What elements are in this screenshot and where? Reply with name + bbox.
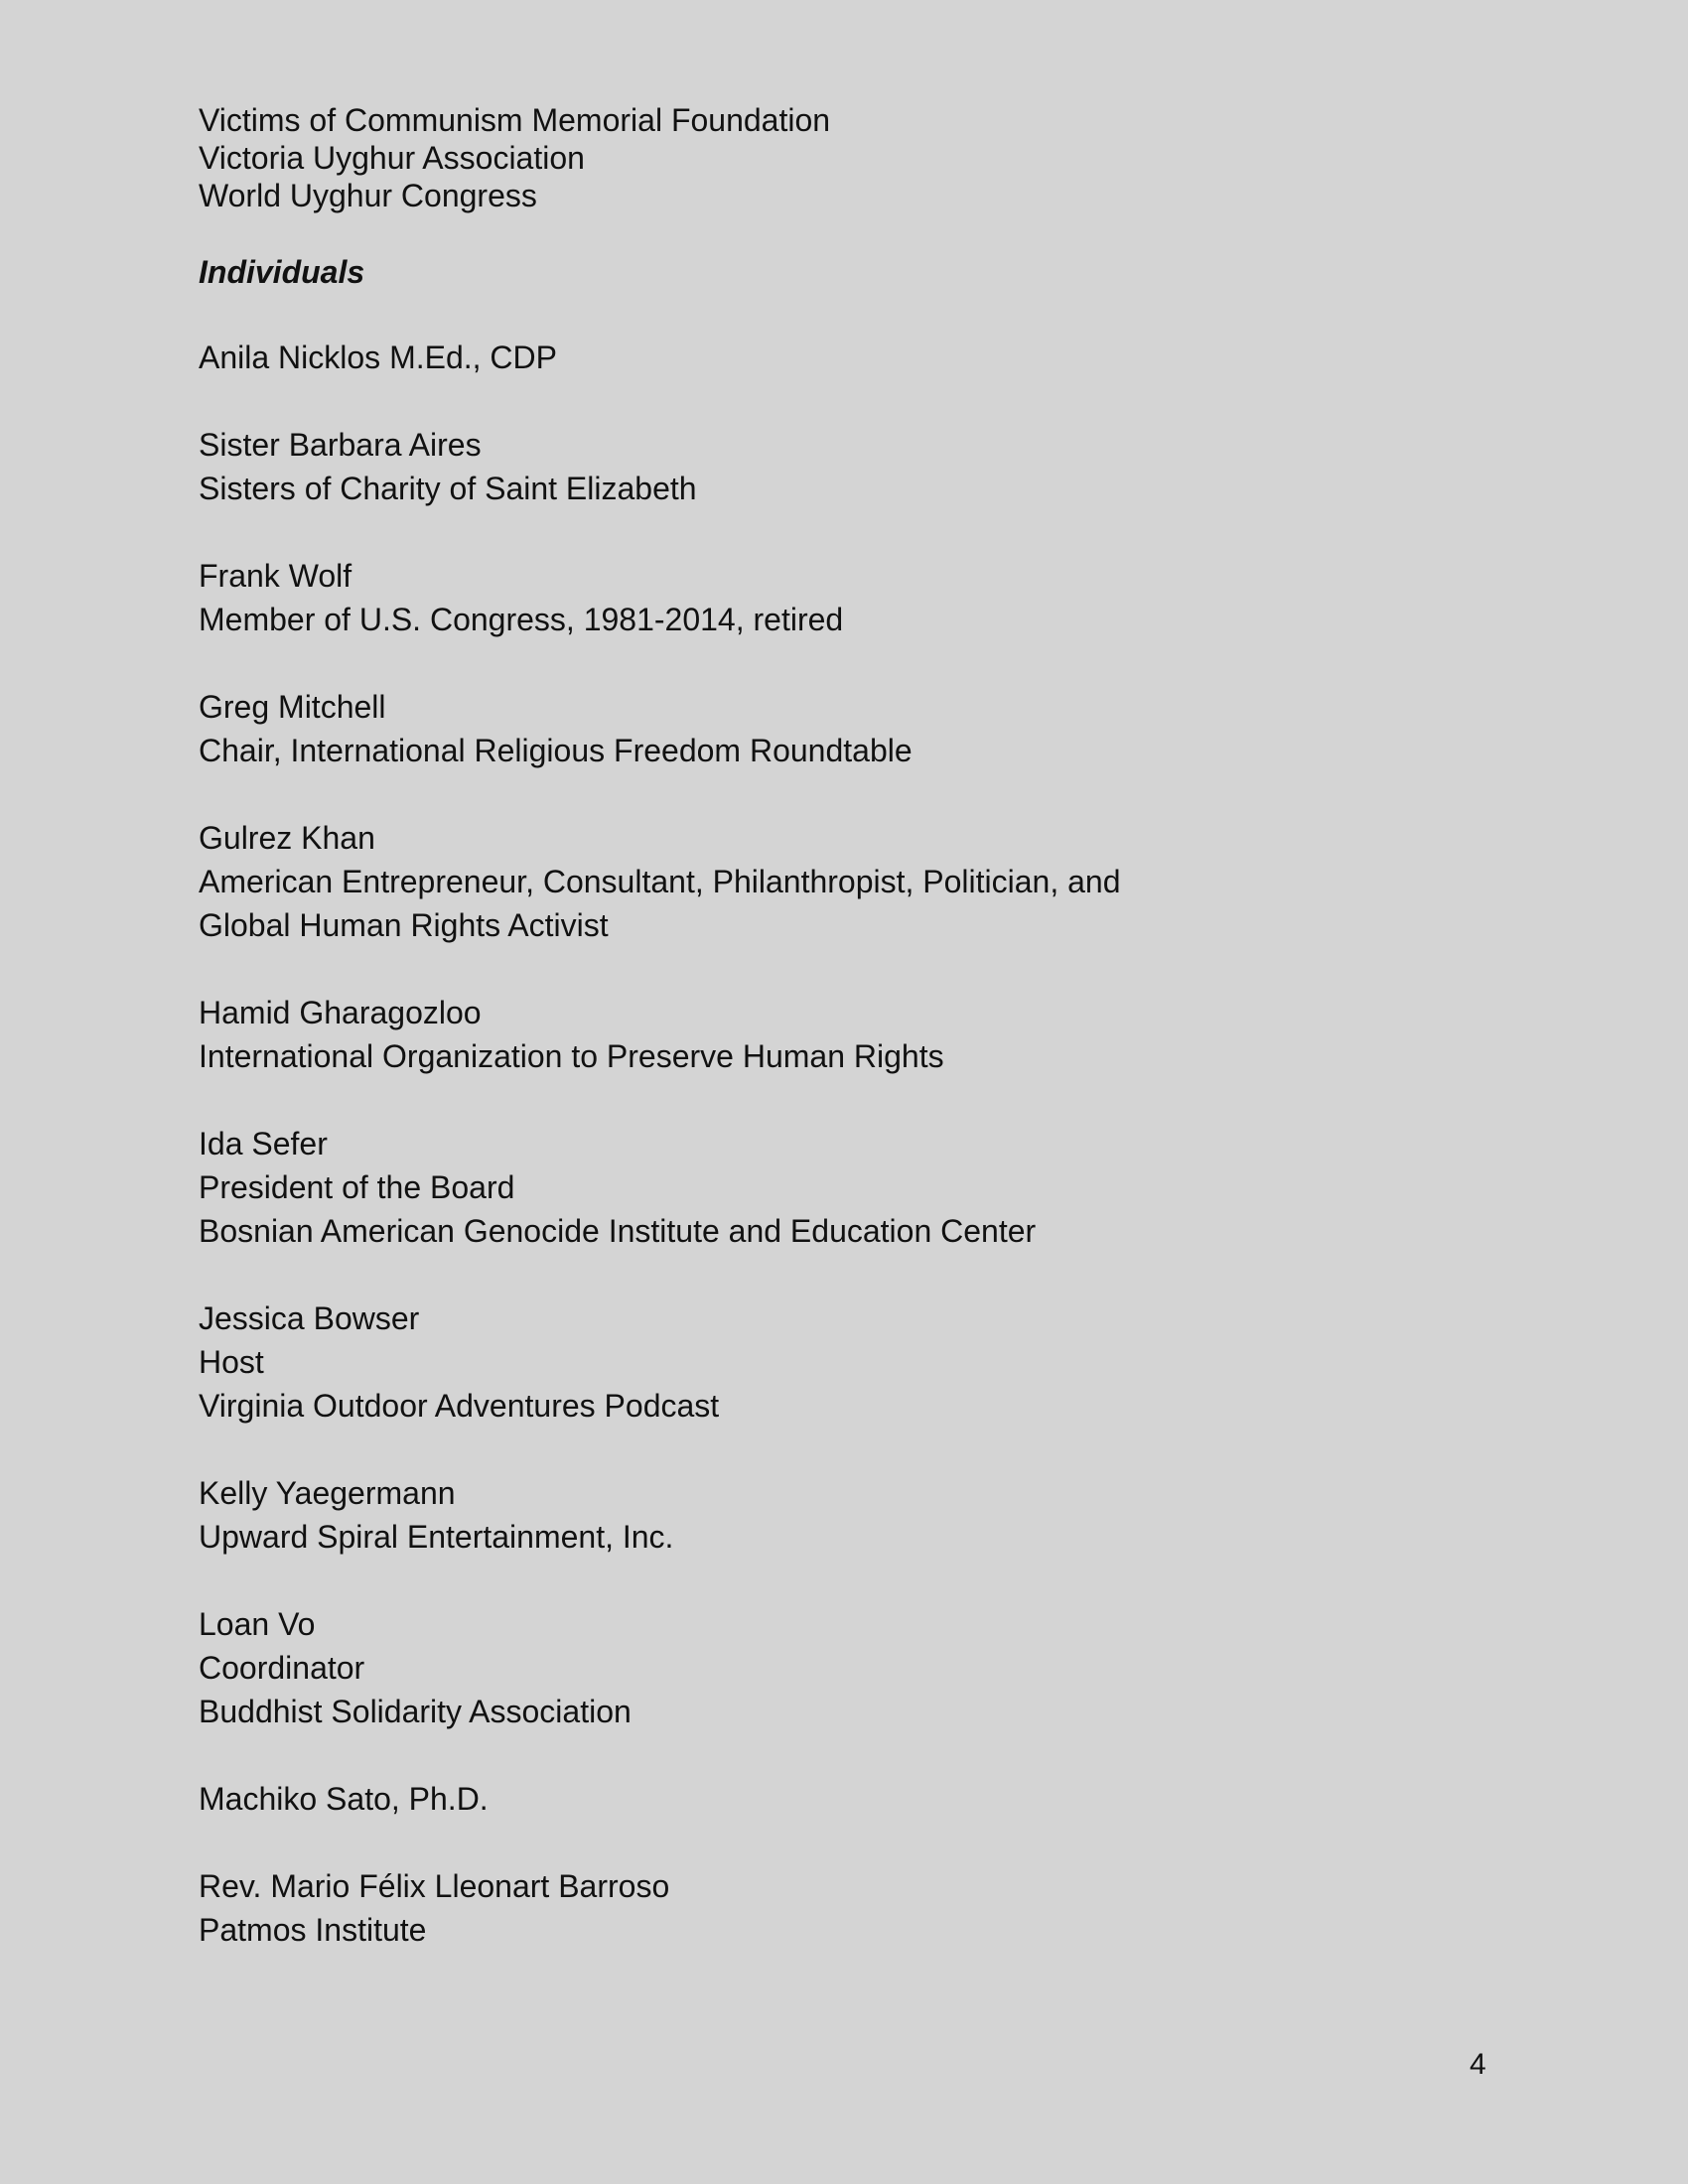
- individual-entry: [199, 816, 1489, 947]
- individual-name: Loan Vo: [199, 1606, 316, 1642]
- organization-item: Victims of Communism Memorial Foundation: [199, 102, 831, 138]
- individual-name: Gulrez Khan: [199, 820, 375, 856]
- individual-name: Frank Wolf: [199, 558, 352, 594]
- individual-affiliation: Upward Spiral Entertainment, Inc.: [199, 1519, 674, 1555]
- individual-name: Anila Nicklos M.Ed., CDP: [199, 340, 557, 375]
- individual-entry: [199, 1297, 1489, 1428]
- individual-name: Sister Barbara Aires: [199, 427, 482, 463]
- individual-affiliation: American Entrepreneur, Consultant, Philanthropist, Politician, and: [199, 864, 1121, 899]
- individuals-list: [199, 336, 1489, 1952]
- organization-list: [199, 101, 1489, 214]
- individual-affiliation: Global Human Rights Activist: [199, 907, 609, 943]
- individual-entry: [199, 1122, 1489, 1253]
- individual-entry: [199, 1471, 1489, 1559]
- document-page: [199, 101, 1489, 1995]
- individual-affiliation: Member of U.S. Congress, 1981-2014, retired: [199, 602, 844, 637]
- individuals-heading: Individuals: [199, 254, 365, 290]
- individual-name: Jessica Bowser: [199, 1300, 420, 1336]
- individual-affiliation: Patmos Institute: [199, 1912, 427, 1948]
- individual-entry: [199, 554, 1489, 641]
- individual-entry: [199, 336, 1489, 379]
- individual-affiliation: Sisters of Charity of Saint Elizabeth: [199, 471, 697, 506]
- individual-name: Kelly Yaegermann: [199, 1475, 456, 1511]
- individual-entry: [199, 1864, 1489, 1952]
- individual-entry: [199, 1602, 1489, 1733]
- individual-affiliation: Chair, International Religious Freedom Roundtable: [199, 733, 913, 768]
- individual-affiliation: Virginia Outdoor Adventures Podcast: [199, 1388, 720, 1424]
- individual-name: Machiko Sato, Ph.D.: [199, 1781, 489, 1817]
- individual-entry: [199, 991, 1489, 1078]
- organization-item: Victoria Uyghur Association: [199, 140, 585, 176]
- individual-title: Host: [199, 1344, 264, 1380]
- individual-affiliation: International Organization to Preserve Human Rights: [199, 1038, 944, 1074]
- individual-name: Hamid Gharagozloo: [199, 995, 482, 1030]
- individual-title: President of the Board: [199, 1169, 515, 1205]
- page-number: 4: [1470, 2048, 1486, 2081]
- individual-name: Ida Sefer: [199, 1126, 328, 1161]
- individual-entry: [199, 685, 1489, 772]
- individual-affiliation: Bosnian American Genocide Institute and Education Center: [199, 1213, 1037, 1249]
- individual-affiliation: Buddhist Solidarity Association: [199, 1694, 632, 1729]
- individual-entry: [199, 423, 1489, 510]
- individual-entry: [199, 1777, 1489, 1821]
- individual-name: Greg Mitchell: [199, 689, 386, 725]
- organization-item: World Uyghur Congress: [199, 178, 537, 213]
- individual-title: Coordinator: [199, 1650, 365, 1686]
- individual-name: Rev. Mario Félix Lleonart Barroso: [199, 1868, 670, 1904]
